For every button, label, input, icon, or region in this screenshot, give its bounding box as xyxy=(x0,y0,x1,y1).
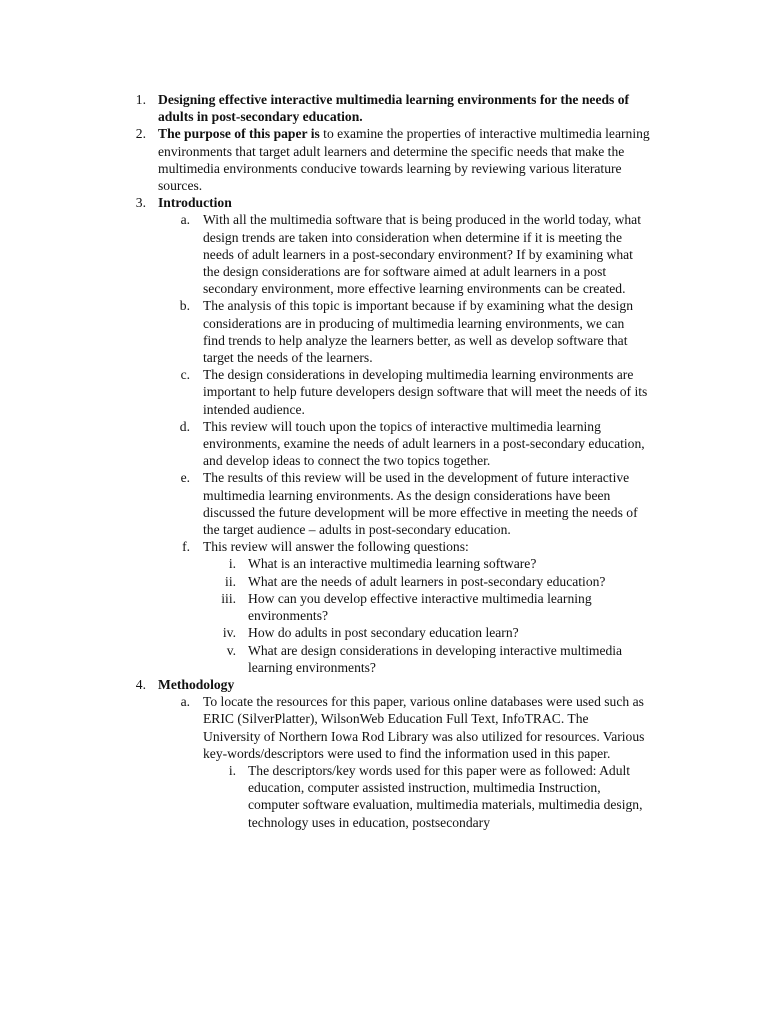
outline xyxy=(0,91,768,831)
item-marker: a. xyxy=(180,694,190,710)
list-item xyxy=(0,297,768,366)
list-item xyxy=(0,538,768,555)
item-text: The results of this review will be used in the development of future interactive multimedia learning environments. As the design considerations have been discussed the future development will be more effective in meeting the needs of the target audience – adults in post-secondary education. xyxy=(203,470,638,538)
item-text: This review will touch upon the topics of interactive multimedia learning environments, examine the needs of adult learners in a post-secondary education, and develop ideas to connect the two topics together. xyxy=(203,418,645,469)
item-marker: a. xyxy=(180,212,190,228)
item-marker: f. xyxy=(182,539,190,555)
question-item xyxy=(0,590,768,624)
item-marker: b. xyxy=(179,298,190,314)
item-text: The analysis of this topic is important because if by examining what the design considerations are in producing of multimedia learning environments, we can find trends to help analyze the learners better, as well as develop software that target the needs of the learners. xyxy=(203,298,633,366)
item-number: 1. xyxy=(135,92,146,107)
item-number: 2. xyxy=(135,126,146,142)
item-marker: i. xyxy=(228,762,236,778)
item-marker: iv. xyxy=(222,625,236,641)
item-marker: e. xyxy=(180,470,190,486)
section-heading: Methodology xyxy=(158,676,235,692)
item-marker: ii. xyxy=(225,573,236,589)
item-marker: v. xyxy=(226,642,236,658)
item-text: How can you develop effective interactive multimedia learning environments? xyxy=(248,590,592,624)
purpose-lead: The purpose of this paper is xyxy=(158,126,320,142)
list-item xyxy=(0,693,768,762)
question-item xyxy=(0,555,768,572)
question-item xyxy=(0,624,768,641)
purpose-text xyxy=(158,125,658,194)
heading-introduction xyxy=(0,194,768,211)
question-item xyxy=(0,573,768,590)
item-text: With all the multimedia software that is being produced in the world today, what design trends are taken into consideration when determine if it is meeting the needs of adult learners in a post-secondary environment? If by examining what the design considerations are for software aimed at adult learners in a post secondary environment, more effective learning environments can be created. xyxy=(203,212,641,297)
descriptor-item xyxy=(0,762,768,831)
question-item xyxy=(0,642,768,676)
item-text: To locate the resources for this paper, various online databases were used such as ERIC (SilverPlatter), WilsonWeb Education Full Text, InfoTRAC. The University of Northern Iowa Rod Library was also utilized for resources. Various key-words/descriptors were used to find the information used in this paper. xyxy=(203,694,645,761)
purpose-body: to examine the properties of interactive multimedia learning environments that target adult learners and determine the specific needs that make the multimedia environments conducive towards learning by reviewing various literature sources. xyxy=(158,126,650,194)
item-text: This review will answer the following questions: xyxy=(203,539,469,555)
item-text: How do adults in post secondary education learn? xyxy=(248,625,519,641)
item-text: What are design considerations in developing interactive multimedia learning environments? xyxy=(248,642,623,675)
item-number: 4. xyxy=(135,676,146,692)
item-text: What is an interactive multimedia learning software? xyxy=(248,556,537,572)
purpose-statement xyxy=(0,125,768,194)
item-marker: c. xyxy=(180,367,190,383)
heading-methodology xyxy=(0,676,768,693)
paper-title: Designing effective interactive multimedia learning environments for the needs of adults in post-secondary education. xyxy=(158,92,630,125)
list-item xyxy=(0,469,768,538)
list-item xyxy=(0,418,768,470)
item-marker: i. xyxy=(228,556,236,572)
section-heading: Introduction xyxy=(158,195,232,211)
item-marker: iii. xyxy=(221,590,236,606)
item-text: What are the needs of adult learners in post-secondary education? xyxy=(248,573,606,589)
list-item xyxy=(0,211,768,297)
item-number: 3. xyxy=(135,195,146,211)
item-text: The descriptors/key words used for this paper were as followed: Adult education, computer assisted instruction, multimedia Instruction, computer software evaluation, multimedia materials, multimedia design, technology uses in education, postsecondary xyxy=(248,762,643,830)
item-text: The design considerations in developing multimedia learning environments are important to help future developers design software that will meet the needs of its intended audience. xyxy=(203,367,648,417)
list-item xyxy=(0,366,768,418)
item-marker: d. xyxy=(179,418,190,434)
heading-title xyxy=(0,91,768,125)
